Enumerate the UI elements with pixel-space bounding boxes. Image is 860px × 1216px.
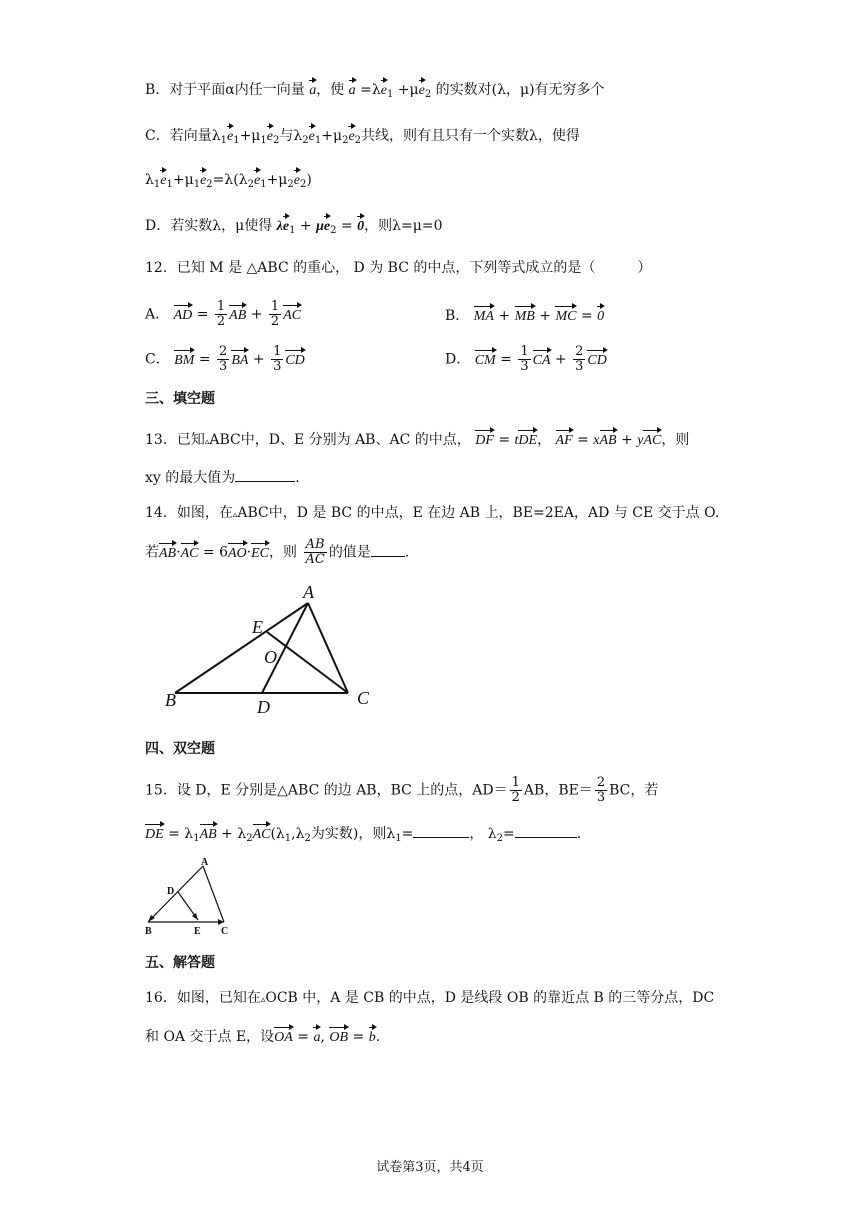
fig14-label-d: D: [257, 697, 270, 717]
question-15-line2: DE = $\lambda_1AB + \lambda_2AC(\lambda_1,\lambda_2$为实数)，则$\lambda_1=$ ， $\lambda_2=$ .: [145, 822, 581, 849]
question-14: 14．如图，在▵ABC中，D 是 BC 的中点，E 在边 AB 上，BE=2EA，AD 与 CE 交于点 O.: [145, 505, 720, 521]
q12-option-b: B． MA + MB + MC = 0: [445, 304, 604, 327]
page-footer: 试卷第3页，共4页: [376, 1160, 484, 1175]
fig15-label-d: D: [167, 886, 175, 897]
option-b: B．对于平面α内任一向量 a，使 $a =\lambda e_1 +\mu e_2$ 的实数对(λ，μ)有无穷多个: [145, 78, 605, 105]
q12-option-a: A． AD = $\frac{1}{2}$ AB + $\frac{1}{2}$ AC: [145, 299, 302, 329]
fig14-label-a: A: [303, 582, 314, 602]
option-c-formula: $\lambda_1e_1+\mu_1e_2=\lambda(\lambda_2e_1+\mu_2e_2)$: [145, 168, 312, 195]
fig15-label-a: A: [201, 857, 209, 868]
fig15-label-e: E: [194, 926, 201, 937]
question-16: 16．如图，已知在▵OCB 中，A 是 CB 的中点，D 是线段 OB 的靠近点 B 的三等分点，DC: [145, 990, 715, 1006]
question-15: 15．设 D，E 分别是△ABC 的边 AB，BC 上的点，AD＝ $\frac{1}{2}$ AB，BE＝ $\frac{2}{3}$ BC，若: [145, 775, 659, 805]
section-solve: 五、解答题: [145, 955, 215, 971]
fig14-label-o: O: [264, 647, 277, 667]
section-double-blank: 四、双空题: [145, 741, 215, 757]
triangle-figure-15: [140, 856, 240, 938]
fig15-label-b: B: [145, 926, 152, 937]
option-d: D．若实数λ，μ使得 $\lambda e_1 + \mu e_2 = 0$，则λ=μ=0: [145, 214, 443, 241]
question-13: 13．已知▵ABC中，D、E 分别为 AB、AC 的中点， DF = tDE， AF = xAB + yAC，则: [145, 428, 689, 452]
section-fill-in: 三、填空题: [145, 391, 215, 407]
question-14-line2: 若AB·AC = 6AO·EC，则 $\frac{AB}{AC}$ 的值是 .: [145, 537, 410, 567]
option-c: C．若向量$\lambda_1e_1+\mu_1e_2$与$\lambda_2e_1+\mu_2e_2$共线，则有且只有一个实数λ，使得: [145, 124, 580, 151]
q12-option-d: D． CM = $\frac{1}{3}$ CA + $\frac{2}{3}$ CD: [445, 344, 607, 374]
fig14-label-b: B: [165, 690, 176, 710]
question-16-line2: 和 OA 交于点 E，设OA = a, OB = b.: [145, 1025, 380, 1048]
q12-option-c: C． BM = $\frac{2}{3}$ BA + $\frac{1}{3}$ CD: [145, 344, 305, 374]
fig15-label-c: C: [221, 926, 229, 937]
fig14-label-e: E: [252, 617, 263, 637]
triangle-figure-14: [160, 580, 380, 720]
question-12: 12．已知 M 是 △ABC 的重心， D 为 BC 的中点，下列等式成立的是（ ）: [145, 260, 652, 276]
fig14-label-c: C: [357, 688, 370, 708]
question-13-line2: xy 的最大值为 .: [145, 470, 300, 486]
